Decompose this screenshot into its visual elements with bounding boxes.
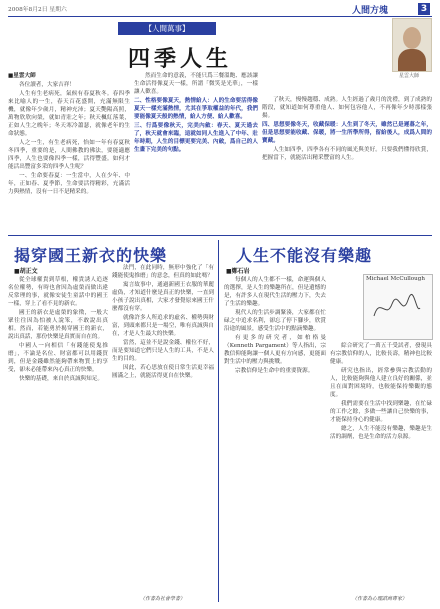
article-paragraph: 宗教信仰是生命中的重要資源。 <box>235 368 314 374</box>
issue-date: 2008年8月2日 星期六 <box>8 7 67 13</box>
feature-column-2 <box>134 72 258 232</box>
section-divider <box>8 235 432 236</box>
feature-paragraph: 一、生命要春夏：一生當中，人在少年、中年，正如春、夏季節，生命要活得精彩，充滿活力與熱情，沒有一日不是精采的。 <box>8 173 130 195</box>
signature-scribble <box>372 290 422 326</box>
author-photo-caption: 星雲大師 <box>398 73 419 79</box>
right-article-column-1 <box>224 276 326 596</box>
feature-column-3 <box>262 96 432 232</box>
right-article-author: ■鄭石岩 <box>226 268 250 275</box>
article-paragraph: 從全球權貴到草根，權貴誘人追逐名位權勢，有時也會因為虛榮而做出違反常理的事，就像安徒生童話中的國王一樣，穿上了看不見的新衣。 <box>8 277 108 307</box>
article-paragraph: 法門，在此同時，無形中強化了「有錢能使鬼推磨」的意念，但真的如此嗎？ <box>112 265 214 279</box>
feature-paragraph: 各位讀者，大家吉祥！ <box>19 82 75 88</box>
author-photo <box>392 18 432 72</box>
article-paragraph: 就像許多人所追求的虛名、權勢與財富，到頭來都只是一場空，唯有真誠與自在，才是人生最大的快樂。 <box>112 315 214 337</box>
feature-paragraph: 三、行爲要像秋天，完美內斂：春天、夏天過去了，秋天就會來臨，這就如同人生進入了中年、壯年時期，人生的目標更要完美、內斂，爲自己的人生畫下完美的句點。 <box>134 123 258 153</box>
page-number: 3 <box>418 3 430 15</box>
left-article-column-1 <box>8 276 108 596</box>
feature-column-1 <box>8 72 130 232</box>
section-badge: 【人間萬事】 <box>118 22 216 35</box>
feature-title: 四季人生 <box>128 46 233 72</box>
article-paragraph: 每個人的人生都不一樣，命運與個人的選擇，是人生的樂趣所在，但是遺憾的是，有許多人在現代生活的壓力下，失去了生活的樂趣。 <box>224 277 326 307</box>
right-article-column-2 <box>330 342 432 592</box>
feature-paragraph: 四、思想要像冬天，收藏保暖：人生到了冬天，雖然已是遲暮之年，但是思想要能收藏、保暖，將一生所學所得，留給後人，成爲人間的寶藏。 <box>262 122 432 144</box>
signature-name: Michael McCullough <box>366 276 425 282</box>
article-paragraph: 現代人的生活步調緊湊，大家都在忙碌之中追求名利，卻忘了停下腳步，欣賞沿途的風景，感受生活中的點滴樂趣。 <box>224 310 326 332</box>
left-article-source: （作者為社會學者） <box>140 596 186 602</box>
article-paragraph: 有更多的研究者，如柏格曼（Kenneth Pargament）等人指出，宗教信仰能夠讓一個人更有方向感，更能面對生活中的壓力與挑戰。 <box>224 335 326 365</box>
header-rule <box>8 16 432 17</box>
feature-paragraph: 人生有生老病死，氣候有春夏秋冬。春四季來比喻人的一生，春天百花盛開，充滿無限生機，就像年少歲月，精神充沛；夏天艷陽高照，萬物欣欣向榮，就如青壯之年；秋天楓紅落葉，正如人生之晚年；冬天寒冷蕭瑟，就像老年的生命狀態。 <box>8 91 130 137</box>
article-paragraph: 因此，若心思放在使日常生活更幸福圓滿之上，就能活得更自在快樂。 <box>112 365 214 379</box>
article-paragraph: 中國人一向相信「有錢能使鬼推磨」，不論是名位、財富都可以用錢買到，但是金錢雖然能夠帶來物質上的享受，卻未必能帶來內心真正的快樂。 <box>8 343 108 373</box>
article-paragraph: 研究也指出，經常參與宗教活動的人，比較能夠與他人建立良好的關係，並且在面對困境時，也較能保持樂觀的態度。 <box>330 368 432 398</box>
page-header <box>8 3 432 17</box>
right-article-source: （作者為心理諮商專家） <box>352 596 408 602</box>
author-robe <box>398 49 426 71</box>
feature-paragraph: 然而生命的意義，不能只爲三餐溫飽、應該讓生命活得像夏天一樣，所謂「微笑是光華」，一樣讓人歡喜。 <box>134 73 258 95</box>
article-paragraph: 我們需要在生活中找到樂趣，在忙碌的工作之餘，多做一些讓自己快樂的事，才能保持身心的健康。 <box>330 401 432 423</box>
feature-paragraph: 了秋天，慢慢趨穩、成熟。人生經過了歲月的洗禮，到了成熟的階段，就知道如何尊重他人、如何包容他人，不再像年少時那樣張揚。 <box>262 97 432 119</box>
column-name: 人間方塊 <box>352 6 389 16</box>
article-paragraph: 寓言故事中，通過新國王衣服的華麗虛偽，才知道什麼是真正的快樂，一直到小孩子說出真相，大家才發覺原來國王什麼都沒有穿。 <box>112 282 214 312</box>
article-paragraph: 綜合研究了一萬五千受試者，發現具有宗教信仰的人，比較長壽，精神也比較健康。 <box>330 343 432 365</box>
article-paragraph: 國王的新衣是虛榮的象徵，一般大眾往往因為怕被人說笨，不敢說出真相。然而，若能勇於揭穿國王的新衣，說出真話，那份快樂是真實而自在的。 <box>8 310 108 340</box>
feature-paragraph: 二、性格要像夏天，熱情給人：人的生命要活得像夏天一樣充滿熱情，尤其在爭取權益的年代，我們要能像夏天般的熱情，給人方便、給人歡喜。 <box>134 98 258 120</box>
left-article-author: ■胡正文 <box>14 268 38 275</box>
feature-paragraph: 人生如四季，四季各有不同的風光與美好。只要我們懂得欣賞，把握當下，就能活出精采豐富的人生。 <box>262 147 432 161</box>
left-article-column-2 <box>112 264 214 584</box>
feature-author: ■星雲大師 <box>8 73 36 79</box>
left-article-title: 揭穿國王新衣的快樂 <box>14 246 168 265</box>
right-article-title: 人生不能沒有樂趣 <box>236 246 373 265</box>
article-paragraph: 當然，這並不是說金錢、權位不好，而是要知道它們只是人生的工具，不是人生的目的。 <box>112 340 214 362</box>
article-paragraph: 快樂的基礎，來自於真誠與知足。 <box>19 376 103 382</box>
feature-paragraph: 人之一生，有生老病死，怡如一年有春夏秋冬四季，重要的是，人間佛教的佛法，要能適應四季，人生也要像四季一樣，活得豐盛。如何才能活出豐富多采的四季人生呢？ <box>8 140 130 170</box>
article-paragraph: 總之，人生不能沒有樂趣，樂趣是生活的調劑，也是生命的活力泉源。 <box>330 426 432 440</box>
column-divider <box>218 240 219 602</box>
author-face <box>403 27 421 49</box>
